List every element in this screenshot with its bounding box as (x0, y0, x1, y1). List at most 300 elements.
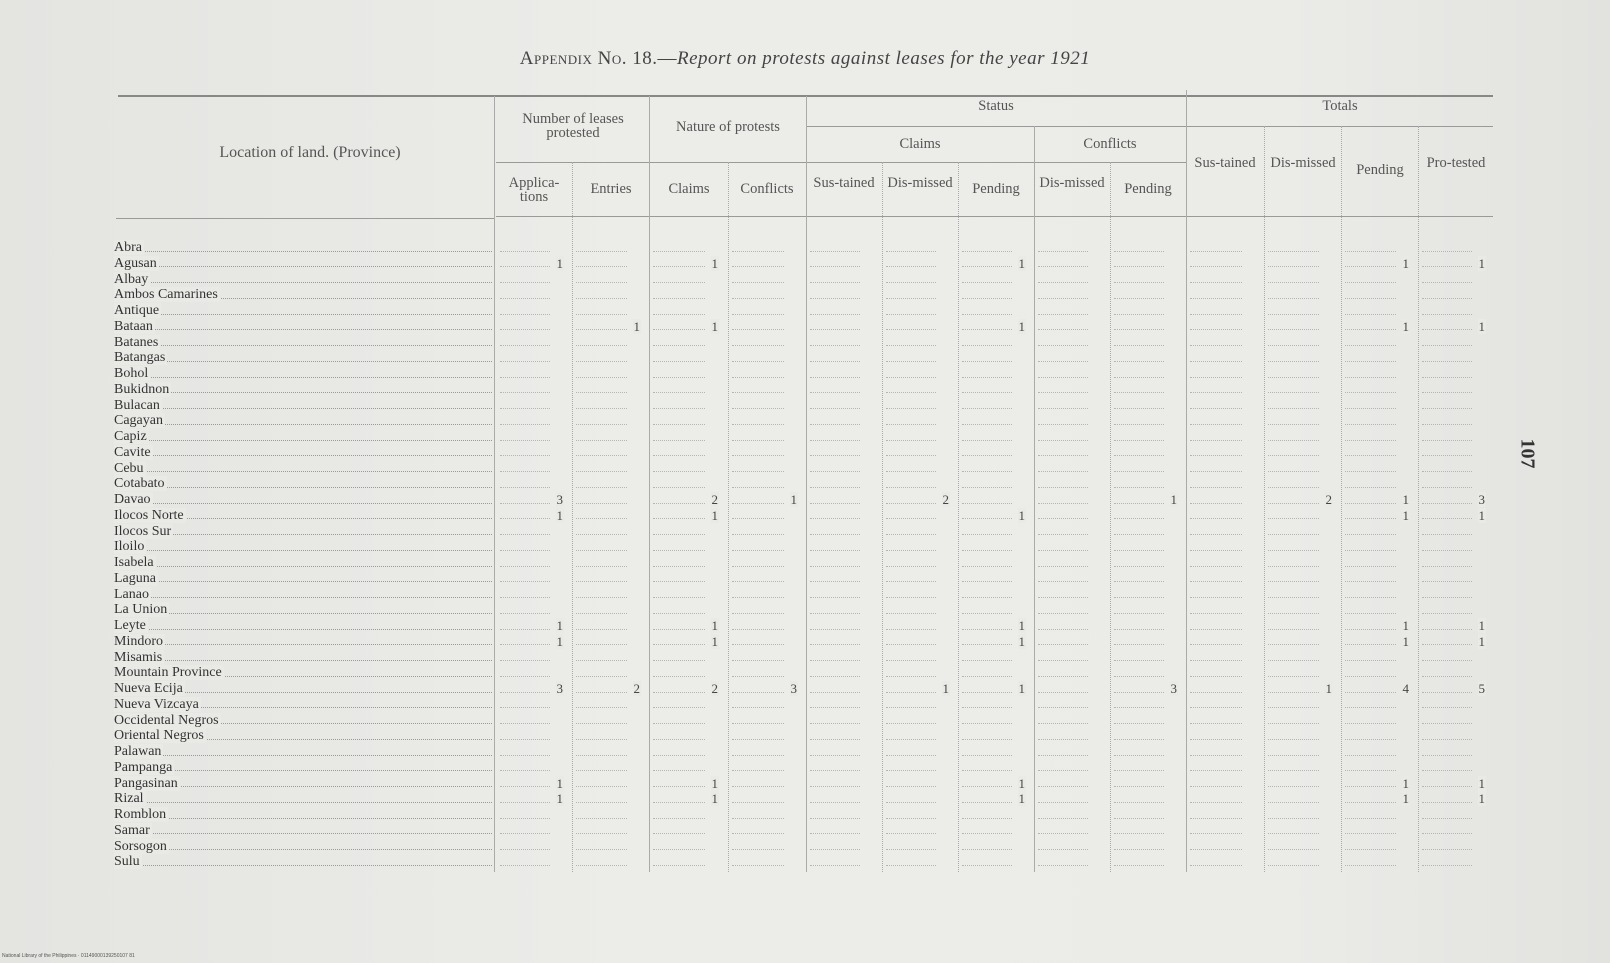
value-cell (1110, 350, 1178, 366)
value-cell (882, 634, 950, 650)
value-cell (1186, 319, 1256, 335)
value-cell (806, 713, 874, 729)
table-row (114, 508, 1494, 524)
value-cell (1110, 602, 1178, 618)
value-cell (1034, 272, 1102, 288)
value-cell (806, 823, 874, 839)
value-cell (1418, 807, 1486, 823)
value-cell (1034, 776, 1102, 792)
value-cell (882, 413, 950, 429)
value-cell (958, 634, 1026, 650)
value-cell (728, 681, 798, 697)
value-cell (1341, 791, 1410, 807)
table-row (114, 571, 1494, 587)
value-cell (958, 256, 1026, 272)
value-cell (649, 555, 719, 571)
table-row (114, 602, 1494, 618)
value-cell (1341, 571, 1410, 587)
province-name: Romblon (114, 807, 167, 822)
value-cell (572, 256, 641, 272)
value-cell (1110, 256, 1178, 272)
value-cell (1418, 539, 1486, 555)
value-cell (649, 618, 719, 634)
value-cell (496, 476, 564, 492)
province-name: Ambos Camarines (114, 287, 218, 303)
value-cell (1110, 319, 1178, 335)
value-cell (649, 398, 719, 414)
province-name: Batanes (114, 334, 159, 350)
province-cell (114, 508, 492, 524)
value-cell (1418, 319, 1486, 335)
value-cell (728, 272, 798, 288)
value-cell (1418, 602, 1486, 618)
value-cell (572, 602, 641, 618)
value-cell (1264, 571, 1333, 587)
value-cell (1034, 650, 1102, 666)
value-cell (1264, 508, 1333, 524)
value-cell (649, 665, 719, 681)
value-cell (728, 839, 798, 855)
value-cell (882, 303, 950, 319)
value-cell (1264, 728, 1333, 744)
table-row (114, 681, 1494, 697)
table-row (114, 854, 1494, 870)
province-cell (114, 728, 492, 744)
table-row (114, 366, 1494, 382)
cell-value: 1 (1402, 791, 1409, 807)
value-cell (1110, 697, 1178, 713)
province-name: Batangas (114, 350, 166, 366)
table-row (114, 760, 1494, 776)
table-row (114, 524, 1494, 540)
value-cell (958, 555, 1026, 571)
value-cell (728, 760, 798, 776)
value-cell (958, 382, 1026, 398)
value-cell (1418, 335, 1486, 351)
value-cell (649, 413, 719, 429)
value-cell (1264, 555, 1333, 571)
value-cell (1341, 728, 1410, 744)
value-cell (958, 571, 1026, 587)
value-cell (1418, 555, 1486, 571)
value-cell (1264, 634, 1333, 650)
value-cell (572, 618, 641, 634)
value-cell (728, 791, 798, 807)
value-cell (1418, 508, 1486, 524)
value-cell (496, 760, 564, 776)
value-cell (1110, 681, 1178, 697)
value-cell (1186, 587, 1256, 603)
totals-protested-header: Pro-tested (1426, 155, 1486, 171)
cell-value: 1 (711, 633, 718, 649)
value-cell (882, 791, 950, 807)
value-cell (1186, 335, 1256, 351)
value-cell (1264, 650, 1333, 666)
table-row (114, 555, 1494, 571)
value-cell (496, 461, 564, 477)
province-name: Nueva Ecija (114, 681, 183, 696)
value-cell (1034, 413, 1102, 429)
value-cell (496, 350, 564, 366)
value-cell (1418, 823, 1486, 839)
table-row (114, 839, 1494, 855)
province-name: Albay (114, 271, 149, 287)
cell-value: 3 (556, 681, 563, 696)
value-cell (496, 713, 564, 729)
value-cell (1034, 366, 1102, 382)
value-cell (958, 839, 1026, 855)
value-cell (1186, 382, 1256, 398)
province-name: Antique (114, 303, 160, 318)
value-cell (882, 728, 950, 744)
value-cell (1034, 555, 1102, 571)
value-cell (649, 807, 719, 823)
value-cell (1341, 713, 1410, 729)
value-cell (572, 413, 641, 429)
value-cell (1034, 287, 1102, 303)
value-cell (882, 839, 950, 855)
table-row (114, 713, 1494, 729)
value-cell (496, 555, 564, 571)
province-cell (114, 319, 492, 335)
value-cell (1341, 807, 1410, 823)
value-cell (572, 839, 641, 855)
conflicts-pending-header: Pending (1124, 181, 1172, 197)
value-cell (958, 508, 1026, 524)
cell-value: 3 (1170, 681, 1177, 696)
value-cell (806, 807, 874, 823)
value-cell (1341, 461, 1410, 477)
value-cell (728, 854, 798, 870)
value-cell (1110, 728, 1178, 744)
value-cell (1418, 634, 1486, 650)
table-row (114, 319, 1494, 335)
value-cell (1034, 807, 1102, 823)
entries-header: Entries (590, 181, 632, 197)
value-cell (1186, 744, 1256, 760)
province-cell (114, 240, 492, 256)
cell-value: 1 (1402, 492, 1409, 507)
value-cell (1186, 760, 1256, 776)
province-name: Rizal (114, 791, 144, 807)
subhead-rule (496, 162, 806, 163)
province-cell (114, 713, 492, 729)
value-cell (496, 602, 564, 618)
value-cell (496, 744, 564, 760)
value-cell (572, 508, 641, 524)
province-cell (114, 303, 492, 319)
value-cell (496, 319, 564, 335)
status-rule (806, 126, 1186, 127)
value-cell (806, 382, 874, 398)
table-row (114, 807, 1494, 823)
value-cell (1186, 445, 1256, 461)
cell-value: 1 (711, 618, 718, 633)
cell-value: 2 (1325, 492, 1332, 507)
table-row (114, 382, 1494, 398)
value-cell (496, 587, 564, 603)
value-cell (1418, 587, 1486, 603)
value-cell (1341, 524, 1410, 540)
value-cell (1186, 476, 1256, 492)
value-cell (1034, 823, 1102, 839)
value-cell (1110, 429, 1178, 445)
table-row (114, 445, 1494, 461)
value-cell (1341, 602, 1410, 618)
value-cell (1264, 398, 1333, 414)
value-cell (1034, 728, 1102, 744)
table-row (114, 744, 1494, 760)
value-cell (1264, 587, 1333, 603)
value-cell (649, 587, 719, 603)
value-cell (1186, 240, 1256, 256)
province-cell (114, 445, 492, 461)
province-cell (114, 665, 492, 681)
value-cell (806, 791, 874, 807)
value-cell (882, 713, 950, 729)
value-cell (882, 319, 950, 335)
value-cell (806, 760, 874, 776)
value-cell (572, 366, 641, 382)
value-cell (1418, 681, 1486, 697)
table-row (114, 539, 1494, 555)
value-cell (806, 634, 874, 650)
value-cell (1341, 776, 1410, 792)
value-cell (572, 791, 641, 807)
value-cell (649, 713, 719, 729)
value-cell (958, 854, 1026, 870)
value-cell (728, 555, 798, 571)
value-cell (1110, 366, 1178, 382)
value-cell (1034, 634, 1102, 650)
table-row (114, 240, 1494, 256)
value-cell (958, 303, 1026, 319)
value-cell (1034, 476, 1102, 492)
value-cell (572, 476, 641, 492)
appendix-label: Appendix No. 18.— (519, 48, 677, 69)
province-name: Iloilo (114, 539, 145, 555)
value-cell (1186, 539, 1256, 555)
value-cell (882, 445, 950, 461)
value-cell (496, 366, 564, 382)
table-row (114, 823, 1494, 839)
value-cell (1418, 303, 1486, 319)
value-cell (572, 760, 641, 776)
value-cell (728, 429, 798, 445)
value-cell (1264, 319, 1333, 335)
value-cell (806, 571, 874, 587)
value-cell (1341, 398, 1410, 414)
value-cell (1034, 398, 1102, 414)
table-row (114, 303, 1494, 319)
value-cell (728, 697, 798, 713)
value-cell (958, 587, 1026, 603)
value-cell (806, 461, 874, 477)
value-cell (1418, 776, 1486, 792)
province-cell (114, 287, 492, 303)
value-cell (1034, 335, 1102, 351)
province-cell (114, 539, 492, 555)
value-cell (649, 823, 719, 839)
value-cell (1186, 713, 1256, 729)
value-cell (1341, 839, 1410, 855)
value-cell (649, 303, 719, 319)
value-cell (728, 650, 798, 666)
cell-value: 1 (1478, 791, 1485, 807)
value-cell (1264, 366, 1333, 382)
cell-value: 1 (1018, 507, 1025, 523)
province-cell (114, 382, 492, 398)
value-cell (806, 476, 874, 492)
value-cell (1264, 791, 1333, 807)
value-cell (882, 665, 950, 681)
value-cell (572, 539, 641, 555)
cell-value: 1 (556, 633, 563, 649)
claims-dismissed-header: Dis-missed (887, 175, 953, 191)
value-cell (496, 524, 564, 540)
value-cell (496, 240, 564, 256)
value-cell (496, 681, 564, 697)
value-cell (496, 807, 564, 823)
value-cell (1341, 350, 1410, 366)
table-row (114, 398, 1494, 414)
cell-value: 2 (942, 492, 949, 507)
value-cell (958, 681, 1026, 697)
claims-sustained-header: Sus-tained (813, 175, 875, 191)
value-cell (496, 413, 564, 429)
value-cell (1418, 382, 1486, 398)
value-cell (882, 760, 950, 776)
page-title (0, 48, 1610, 70)
province-name: Palawan (114, 744, 162, 759)
cell-value: 1 (1170, 492, 1177, 507)
province-name: Ilocos Sur (114, 523, 172, 539)
value-cell (1341, 508, 1410, 524)
value-cell (728, 366, 798, 382)
value-cell (1186, 413, 1256, 429)
value-cell (1418, 492, 1486, 508)
province-cell (114, 350, 492, 366)
value-cell (1341, 256, 1410, 272)
value-cell (958, 350, 1026, 366)
value-cell (496, 618, 564, 634)
cell-value: 2 (711, 681, 718, 696)
value-cell (649, 272, 719, 288)
province-name: Cotabato (114, 476, 165, 492)
value-cell (1186, 398, 1256, 414)
value-cell (496, 665, 564, 681)
province-cell (114, 476, 492, 492)
value-cell (1110, 382, 1178, 398)
value-cell (649, 681, 719, 697)
value-cell (1110, 303, 1178, 319)
value-cell (496, 650, 564, 666)
province-name: Pangasinan (114, 775, 178, 791)
value-cell (958, 807, 1026, 823)
cell-value: 1 (1478, 318, 1485, 334)
value-cell (728, 508, 798, 524)
province-cell (114, 524, 492, 540)
location-rule (116, 218, 494, 219)
value-cell (1110, 539, 1178, 555)
table-row (114, 776, 1494, 792)
value-cell (958, 335, 1026, 351)
value-cell (958, 697, 1026, 713)
value-cell (1418, 476, 1486, 492)
value-cell (572, 287, 641, 303)
value-cell (1418, 713, 1486, 729)
province-cell (114, 461, 492, 477)
value-cell (958, 492, 1026, 508)
value-cell (1186, 681, 1256, 697)
value-cell (1418, 697, 1486, 713)
value-cell (496, 539, 564, 555)
value-cell (1418, 524, 1486, 540)
value-cell (1034, 760, 1102, 776)
value-cell (1264, 350, 1333, 366)
value-cell (882, 555, 950, 571)
claims-group-header: Claims (899, 136, 941, 152)
value-cell (649, 335, 719, 351)
value-cell (1264, 760, 1333, 776)
cell-value: 1 (556, 255, 563, 271)
value-cell (1186, 366, 1256, 382)
value-cell (728, 728, 798, 744)
value-cell (1264, 697, 1333, 713)
value-cell (1341, 335, 1410, 351)
value-cell (572, 587, 641, 603)
value-cell (882, 272, 950, 288)
cell-value: 1 (942, 681, 949, 696)
value-cell (882, 571, 950, 587)
value-cell (1186, 555, 1256, 571)
value-cell (1264, 429, 1333, 445)
table-row (114, 618, 1494, 634)
value-cell (1034, 382, 1102, 398)
value-cell (496, 823, 564, 839)
value-cell (882, 256, 950, 272)
value-cell (958, 539, 1026, 555)
value-cell (1186, 524, 1256, 540)
value-cell (1110, 476, 1178, 492)
value-cell (1186, 272, 1256, 288)
value-cell (806, 602, 874, 618)
value-cell (1264, 713, 1333, 729)
table-row (114, 728, 1494, 744)
value-cell (1110, 587, 1178, 603)
value-cell (958, 445, 1026, 461)
cell-value: 1 (1018, 791, 1025, 807)
value-cell (572, 555, 641, 571)
cell-value: 1 (1402, 507, 1409, 523)
value-cell (882, 618, 950, 634)
value-cell (882, 287, 950, 303)
province-cell (114, 335, 492, 351)
value-cell (1418, 240, 1486, 256)
value-cell (649, 287, 719, 303)
value-cell (806, 854, 874, 870)
value-cell (496, 776, 564, 792)
value-cell (1186, 492, 1256, 508)
value-cell (649, 382, 719, 398)
value-cell (958, 272, 1026, 288)
value-cell (806, 445, 874, 461)
cell-value: 1 (1402, 255, 1409, 271)
value-cell (1341, 634, 1410, 650)
value-cell (882, 776, 950, 792)
value-cell (958, 602, 1026, 618)
value-cell (1110, 335, 1178, 351)
